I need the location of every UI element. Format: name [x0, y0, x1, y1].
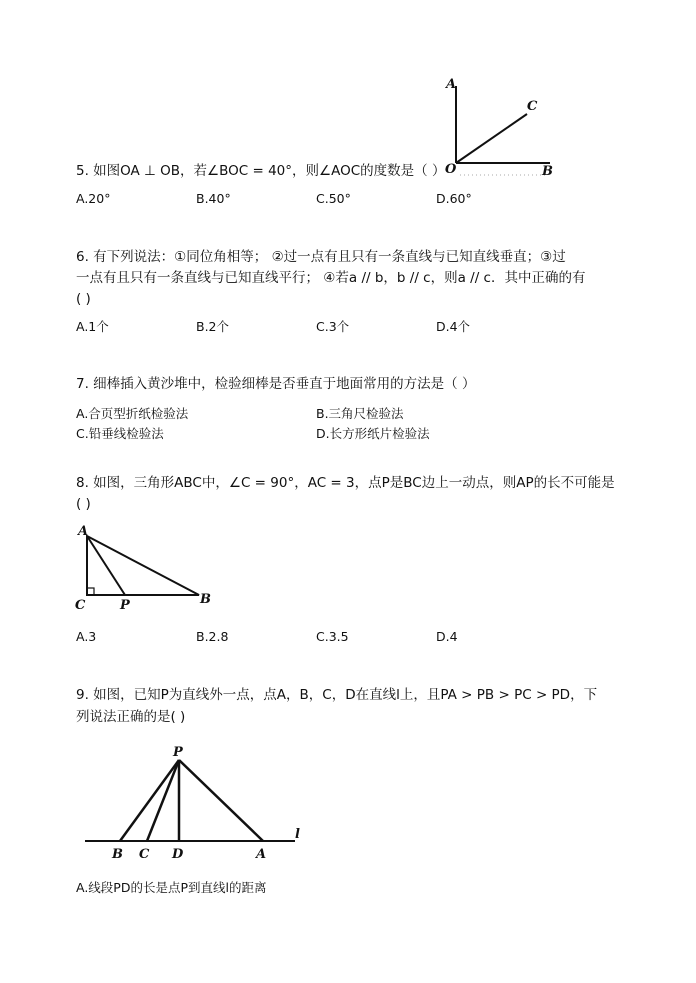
q9-label-d: D	[172, 847, 184, 862]
q8-option-d: D.4	[436, 629, 458, 644]
q8-option-a: A.3	[76, 629, 97, 644]
q5-option-b: B.40°	[196, 191, 231, 206]
q9-option-a: A.线段PD的长是点P到直线l的距离	[76, 880, 267, 895]
q8-label-c: C	[75, 598, 86, 613]
q6-option-c: C.3个	[316, 319, 350, 334]
q7-option-a: A.合页型折纸检验法	[76, 406, 189, 421]
q9-label-c: C	[139, 847, 150, 862]
q7-option-d: D.长方形纸片检验法	[316, 426, 430, 441]
q9-stem-line2: 列说法正确的是( )	[76, 709, 186, 725]
q6-option-b: B.2个	[196, 319, 230, 334]
q6-stem-line3: ( )	[76, 291, 91, 307]
q5-stem: 5. 如图OA ⊥ OB，若∠BOC = 40°，则∠AOC的度数是（ ）	[76, 163, 446, 179]
q7-option-b: B.三角尺检验法	[316, 406, 404, 421]
q9-label-p: P	[173, 745, 183, 760]
q8-option-b: B.2.8	[196, 629, 229, 644]
q5-option-a: A.20°	[76, 191, 111, 206]
q5-option-d: D.60°	[436, 191, 472, 206]
q8-option-c: C.3.5	[316, 629, 349, 644]
q6-option-a: A.1个	[76, 319, 109, 334]
q8-label-b: B	[200, 592, 211, 607]
q9-label-a: A	[256, 847, 267, 862]
q6-stem-line2: 一点有且只有一条直线与已知直线平行； ④若a // b，b // c，则a // c．其中正确的有	[76, 270, 586, 286]
q9-label-l: l	[295, 827, 300, 842]
q9-segment-pc	[147, 760, 179, 841]
q6-stem-line1: 6. 有下列说法：①同位角相等； ②过一点有且只有一条直线与已知直线垂直；③过	[76, 249, 566, 265]
q8-label-p: P	[120, 598, 130, 613]
q5-label-c: C	[527, 99, 538, 114]
q7-stem: 7. 细棒插入黄沙堆中，检验细棒是否垂直于地面常用的方法是（ ）	[76, 376, 476, 392]
q5-label-a: A	[446, 77, 457, 92]
q5-option-c: C.50°	[316, 191, 351, 206]
q5-label-b: B	[542, 164, 553, 179]
q9-segment-pa	[179, 760, 263, 841]
q5-label-o: O	[445, 162, 457, 177]
q8-label-a: A	[78, 524, 89, 539]
q9-segment-pb	[120, 760, 179, 841]
q7-option-c: C.铅垂线检验法	[76, 426, 164, 441]
q6-option-d: D.4个	[436, 319, 471, 334]
q8-stem-line1: 8. 如图，三角形ABC中，∠C = 90°，AC = 3，点P是BC边上一动点，则AP的长不可能是	[76, 475, 615, 491]
q9-label-b: B	[112, 847, 123, 862]
q8-stem-line2: ( )	[76, 496, 91, 512]
q9-stem-line1: 9. 如图，已知P为直线外一点，点A，B，C，D在直线l上，且PA > PB > PC > PD，下	[76, 687, 598, 703]
